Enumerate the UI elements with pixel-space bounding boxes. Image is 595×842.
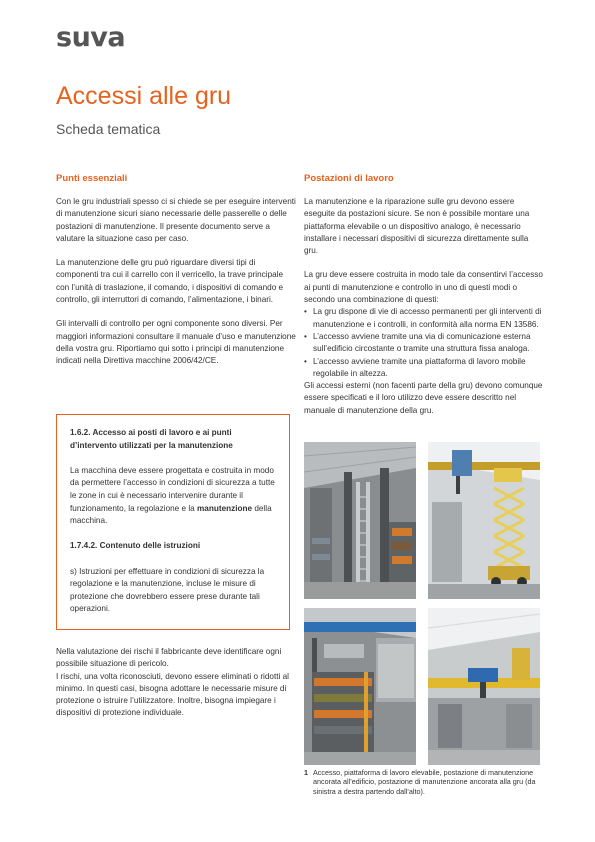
page-subtitle: Scheda tematica — [56, 121, 161, 137]
directive-excerpt-box — [56, 414, 290, 630]
access-options-list — [304, 306, 544, 380]
workstations-text — [304, 196, 544, 417]
paragraph: Con le gru industriali spesso ci si chiede se per eseguire interventi di manutenzione sicuri siano necessarie delle passerelle o delle postazioni di manutenzione. Il presente documento serve a valutare la situazione caso per caso. — [56, 197, 296, 243]
paragraph: Gli accessi esterni (non facenti parte della gru) devono comunque essere specificati e il loro utilizzo deve essere descritto nel manuale di manutenzione della gru. — [304, 381, 543, 415]
figure-number: 1 — [304, 768, 308, 777]
photo-hall-ladder — [304, 442, 416, 599]
page-title: Accessi alle gru — [56, 82, 232, 110]
box-text: La macchina deve essere progettata e costruita in modo da permettere l’accesso in condizioni di sicurezza a tutte le zone in cui è necessario intervenire durante il funzionamento, la regolazione e la — [70, 465, 275, 513]
box-heading: 1.6.2. Accesso ai posti di lavoro e ai punti d’intervento utilizzati per la manutenzione — [70, 428, 233, 450]
paragraph: I rischi, una volta riconosciuti, devono essere eliminati o ridotti al minimo. In questi casi, bisogna adottare le necessarie misure di protezione o istruire l’utilizzatore. Inoltre, bisogna impiegare i dispositivi di protezione individuale. — [56, 671, 289, 718]
risk-assessment-text — [56, 646, 296, 720]
box-text: della macchina. — [70, 503, 272, 526]
key-points-text — [56, 196, 296, 368]
paragraph: Gli intervalli di controllo per ogni componente sono diversi. Per maggiori informazioni consultare il manuale d’uso e manutenzione della vostra gru. Riportiamo qui sotto i principi di manutenzione indicati nella Direttiva macchine 2006/42/CE. — [56, 319, 296, 366]
section-heading-key-points: Punti essenziali — [56, 173, 128, 184]
paragraph: La manutenzione delle gru può riguardare diversi tipi di componenti tra cui il carrello con il verricello, la trave principale con l’unità di traslazione, il comando, i dispositivi di comando e controllo, gli interruttori di comando, l’alimentazione, i binari. — [56, 258, 284, 305]
box-paragraph: s) Istruzioni per effettuare in condizioni di sicurezza la regolazione e la manutenzione, incluse le misure di protezione che dovrebbero essere prese durante tali operazioni. — [70, 566, 265, 614]
figure-caption — [304, 768, 550, 796]
box-paragraph — [70, 465, 279, 528]
list-item: • L’accesso avviene tramite una via di comunicazione esterna sull’edificio circostante o tramite una struttura fissa analoga. — [304, 331, 544, 356]
photo-building-maintenance-station — [304, 608, 416, 765]
box-emphasis: manutenzione — [197, 503, 253, 513]
list-item: • L’accesso avviene tramite una piattaforma di lavoro mobile regolabile in altezza. — [304, 356, 544, 381]
section-heading-workstations: Postazioni di lavoro — [304, 173, 394, 184]
photo-elevating-platform — [428, 442, 540, 599]
list-item: • La gru dispone di vie di accesso permanenti per gli interventi di manutenzione e i controlli, in conformità alla norma EN 13586. — [304, 306, 544, 331]
box-heading: 1.7.4.2. Contenuto delle istruzioni — [70, 541, 201, 551]
paragraph: Nella valutazione dei rischi il fabbricante deve identificare ogni possibile situazione di pericolo. — [56, 647, 282, 669]
paragraph: La gru deve essere costruita in modo tale da consentirvi l’accesso ai punti di manutenzione e controllo in uno di questi modi o secondo una combinazione di questi: — [304, 270, 543, 305]
caption-text: Accesso, piattaforma di lavoro elevabile, postazione di manutenzione ancorata all’edificio, postazione di manutenzione ancorata alla gru (da sinistra a destra partendo dall’alto). — [313, 768, 536, 796]
paragraph: La manutenzione e la riparazione sulle gru devono essere eseguite da postazioni sicure. Se non è possibile montare una piattaforma elevabile o un dispositivo analogo, è necessario installare i necessari dispositivi di sicurezza direttamente sulla gru. — [304, 197, 530, 256]
suva-logo: suva — [56, 22, 126, 53]
photo-crane-maintenance-station — [428, 608, 540, 765]
